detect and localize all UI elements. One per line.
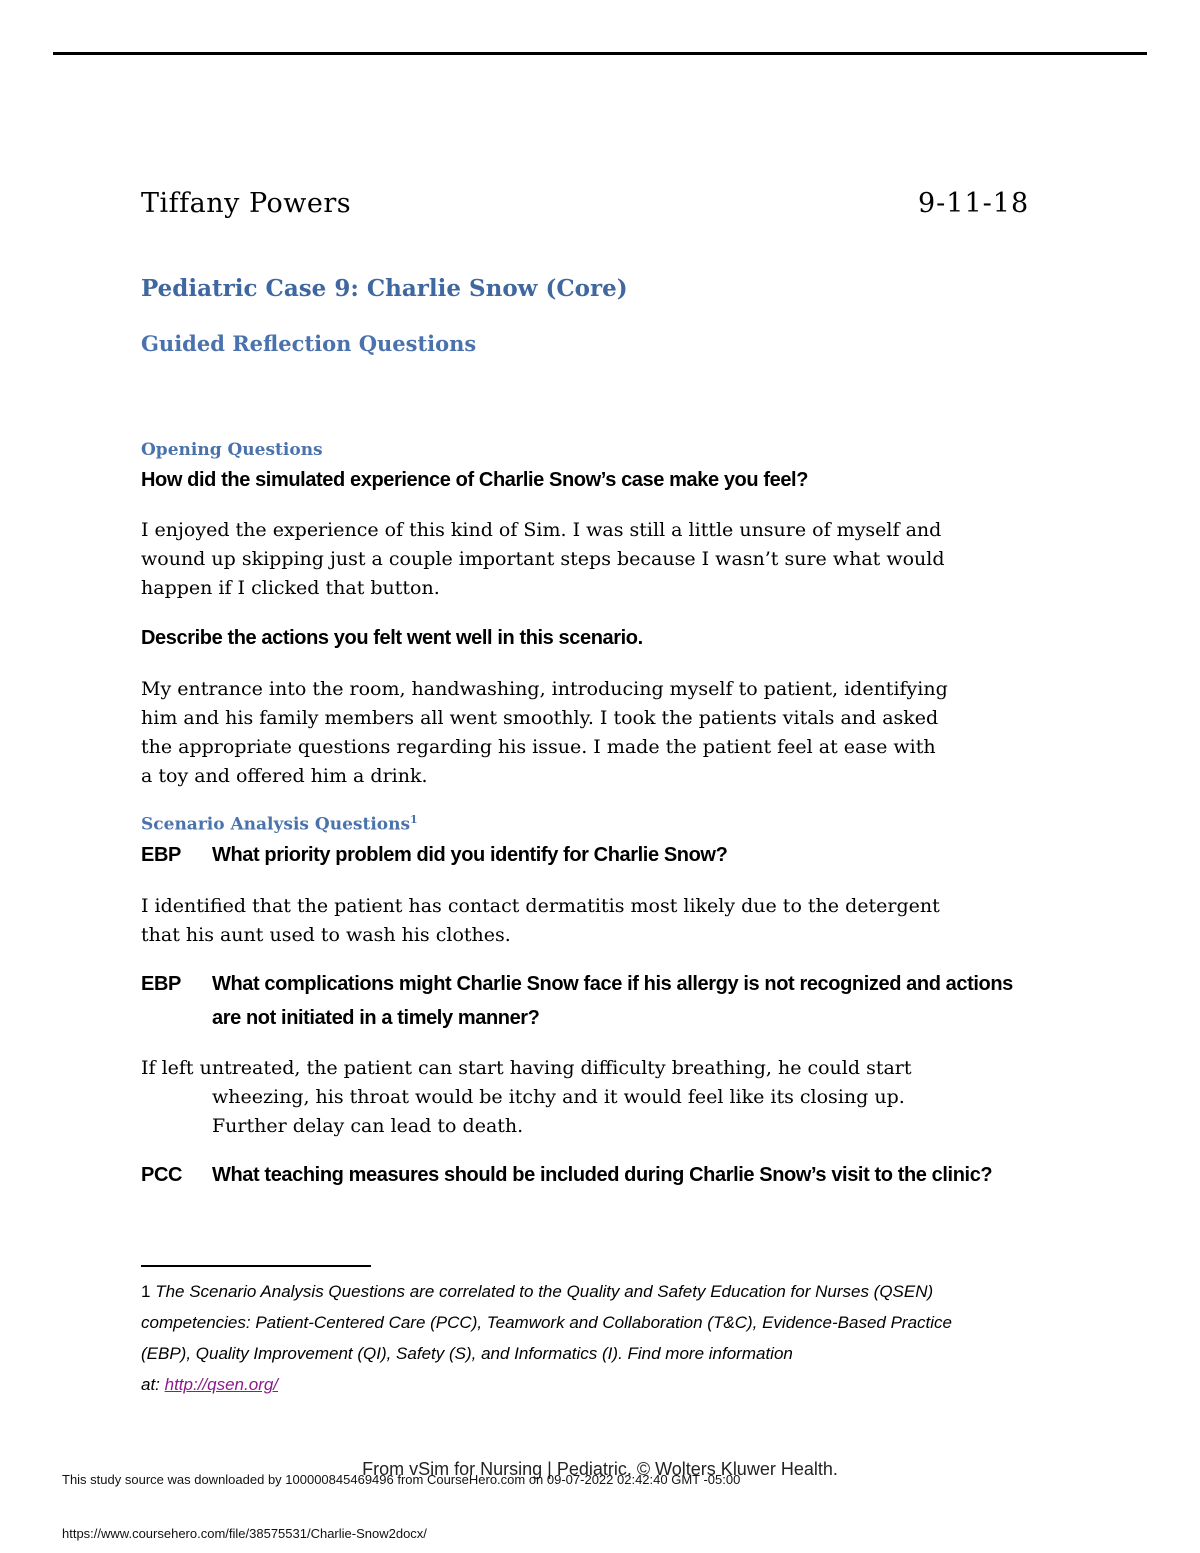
scenario-question-2 — [141, 967, 1071, 1035]
scenario-analysis-heading — [141, 813, 418, 835]
answer-line: I identified that the patient has contact dermatitis most likely due to the detergent — [141, 895, 940, 917]
answer-line: I enjoyed the experience of this kind of Sim. I was still a little unsure of myself and — [141, 519, 942, 541]
answer-line: that his aunt used to wash his clothes. — [141, 924, 511, 946]
footnote-at: at: — [141, 1375, 165, 1394]
footnote-line: (EBP), Quality Improvement (QI), Safety (S), and Informatics (I). Find more information — [141, 1344, 793, 1363]
answer-line: him and his family members all went smoothly. I took the patients vitals and asked — [141, 707, 939, 729]
opening-answer-2 — [141, 675, 1081, 791]
answer-line: the appropriate questions regarding his issue. I made the patient feel at ease with — [141, 736, 936, 758]
question-text: What teaching measures should be included during Charlie Snow’s visit to the clinic? — [212, 1164, 993, 1186]
question-tag: EBP — [141, 973, 181, 995]
answer-line: If left untreated, the patient can start having difficulty breathing, he could start — [141, 1057, 912, 1079]
scenario-answer-1 — [141, 892, 1081, 950]
answer-line: happen if I clicked that button. — [141, 577, 440, 599]
opening-question-1: How did the simulated experience of Charlie Snow’s case make you feel? — [141, 469, 809, 491]
question-text-cont: are not initiated in a timely manner? — [212, 1007, 540, 1029]
footer-credit: From vSim for Nursing | Pediatric. © Wolters Kluwer Health. — [362, 1459, 838, 1479]
footnote-line: The Scenario Analysis Questions are correlated to the Quality and Safety Education for Nurses (QSEN) — [155, 1282, 934, 1301]
opening-questions-heading: Opening Questions — [141, 440, 323, 460]
footnote-line: competencies: Patient-Centered Care (PCC), Teamwork and Collaboration (T&C), Evidence-Based Practice — [141, 1313, 953, 1332]
study-source-notice: This study source was downloaded by 100000845469496 from CourseHero.com on 09-07-2022 02:42:40 GMT -05:00 — [62, 1472, 741, 1487]
question-text: What priority problem did you identify for Charlie Snow? — [212, 844, 728, 866]
question-tag: EBP — [141, 844, 181, 866]
answer-line: My entrance into the room, handwashing, introducing myself to patient, identifying — [141, 678, 948, 700]
student-name: Tiffany Powers — [141, 188, 352, 219]
scenario-heading-text: Scenario Analysis Questions — [141, 814, 411, 835]
question-text: What complications might Charlie Snow face if his allergy is not recognized and actions — [212, 973, 1013, 995]
answer-line: wound up skipping just a couple important steps because I wasn’t sure what would — [141, 548, 945, 570]
page-subtitle: Guided Reflection Questions — [141, 331, 477, 356]
qsen-link[interactable]: http://qsen.org/ — [164, 1375, 279, 1394]
question-tag: PCC — [141, 1164, 183, 1186]
opening-question-2: Describe the actions you felt went well in this scenario. — [141, 627, 643, 649]
top-rule — [53, 52, 1147, 55]
scenario-answer-2 — [141, 1054, 1081, 1141]
answer-line: wheezing, his throat would be itchy and it would feel like its closing up. — [212, 1086, 905, 1108]
opening-answer-1 — [141, 516, 1081, 603]
page-title: Pediatric Case 9: Charlie Snow (Core) — [141, 275, 628, 302]
footnote-number: 1 — [141, 1282, 151, 1301]
answer-line: a toy and offered him a drink. — [141, 765, 428, 787]
scenario-question-3 — [141, 1164, 992, 1187]
footnote-ref: 1 — [410, 813, 418, 826]
footnote-rule — [141, 1265, 371, 1267]
source-url[interactable]: https://www.coursehero.com/file/38575531/Charlie-Snow2docx/ — [62, 1526, 427, 1541]
scenario-question-1 — [141, 844, 727, 867]
answer-line: Further delay can lead to death. — [212, 1115, 524, 1137]
footnote — [141, 1276, 1081, 1400]
date: 9-11-18 — [918, 188, 1030, 219]
